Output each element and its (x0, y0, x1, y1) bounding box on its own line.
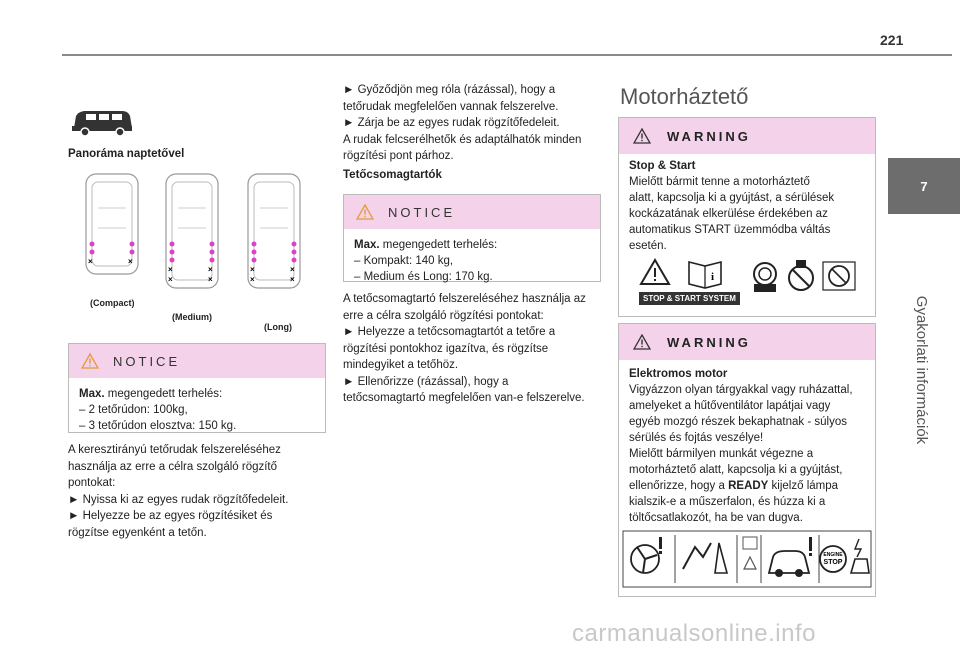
engine-stop-top: ENGINE (823, 552, 843, 558)
text-line: ► Helyezze a tetőcsomagtartót a tetőre a (343, 326, 556, 338)
svg-text:×: × (168, 275, 173, 284)
svg-text:×: × (88, 257, 93, 266)
text-line: A keresztirányú tetőrudak felszereléséhez (68, 444, 281, 456)
roof-diagram-medium (166, 174, 218, 288)
notice-header (344, 195, 600, 229)
text-line: A rudak felcserélhetők és adaptálhatók minden (343, 133, 582, 146)
electric-motor-pictograms (619, 529, 875, 589)
text-line: automatikus START üzemmódba váltás (629, 224, 831, 236)
text-line: ► Helyezze be az egyes rögzítésiket és (68, 510, 273, 522)
no-hands-icon (789, 260, 813, 290)
notice-line: megengedett terhelés: (104, 388, 223, 400)
text-fragment: ellenőrizze, hogy a (629, 480, 729, 492)
text-line (629, 478, 865, 494)
notice-line: – 3 tetőrúdon elosztva: 150 kg. (79, 420, 237, 432)
notice-title: NOTICE (388, 204, 456, 220)
panorama-label: Panoráma naptetővel (68, 148, 185, 160)
watermark: carmanualsonline.info (572, 620, 816, 647)
text-line: ► Ellenőrizze (rázással), hogy a (343, 375, 509, 388)
text-line: motorháztető alatt, kapcsolja ki a gyújtást, (629, 464, 843, 476)
notice-header (69, 344, 325, 378)
warning-box-1 (618, 117, 876, 317)
chapter-title: Gyakorlati információk (913, 295, 930, 445)
text-line: tetőrudak megfelelően vannak felszerelve. (343, 100, 559, 113)
text-line: erre a célra szolgáló rögzítési pontokat: (343, 309, 544, 322)
notice-body (69, 378, 325, 442)
text-line: A tetőcsomagtartó felszereléséhez használja az (343, 293, 586, 305)
warning-title: WARNING (667, 334, 751, 350)
warning-triangle-icon (81, 353, 99, 369)
text-line: tetőcsomagtartó megfelelően van-e felszerelve. (343, 392, 585, 404)
belt-pulley-icon (754, 263, 776, 292)
warning-triangle-icon (633, 128, 651, 144)
notice-line: megengedett terhelés: (379, 239, 498, 251)
text-line: rögzítse egyenként a tetőn. (68, 526, 207, 539)
roof-diagram-compact (86, 174, 138, 274)
warning-body (619, 360, 875, 534)
notice-line: – Medium és Long: 170 kg. (354, 271, 493, 283)
notice-body (344, 229, 600, 293)
text-fragment: kijelző lámpa (768, 480, 839, 492)
roof-rack-heading: Tetőcsomagtartók (343, 169, 442, 181)
text-line: ► Zárja be az egyes rudak rögzítőfedeleit. (343, 117, 560, 129)
svg-text:×: × (208, 265, 213, 274)
text-line: kialszik-e a műszerfalon, és húzza ki a (629, 496, 826, 508)
warning-triangle-icon (356, 204, 374, 220)
text-line: esetén. (629, 240, 667, 252)
text-line: pontokat: (68, 477, 116, 489)
warning-subject: Stop & Start (629, 160, 696, 172)
chapter-number: 7 (920, 178, 928, 194)
text-line: Vigyázzon olyan tárgyakkal vagy ruházattal, (629, 384, 853, 396)
page-number: 221 (880, 32, 904, 48)
roof-label-medium: (Medium) (172, 312, 212, 322)
text-line: használja az erre a célra szolgáló rögzítő (68, 460, 278, 473)
roof-diagram-long (248, 174, 300, 288)
svg-text:×: × (290, 265, 295, 274)
notice-title: NOTICE (113, 353, 181, 369)
text-line: alatt, kapcsolja ki a gyújtást, a sérülések (629, 192, 835, 204)
svg-text:×: × (290, 275, 295, 284)
chapter-tab (888, 158, 960, 214)
roof-label-compact: (Compact) (90, 298, 135, 308)
stop-start-banner: STOP & START SYSTEM (639, 292, 740, 305)
text-line: töltőcsatlakozót, ha be van dugva. (629, 512, 803, 524)
van-icon (70, 106, 134, 138)
roof-label-long: (Long) (264, 322, 292, 332)
text-line: mindegyiket a tetőhöz. (343, 359, 459, 371)
svg-text:×: × (128, 257, 133, 266)
col2-paragraph (343, 291, 601, 407)
svg-text:i: i (711, 271, 715, 283)
warning-triangle-icon (633, 334, 651, 350)
text-line: rögzítési pont párhoz. (343, 150, 454, 162)
warning-header (619, 324, 875, 360)
svg-text:×: × (250, 275, 255, 284)
section-title: Motorháztető (620, 84, 749, 109)
max-label: Max. (79, 388, 105, 400)
svg-text:×: × (250, 265, 255, 274)
notice-line: – Kompakt: 140 kg, (354, 255, 454, 267)
max-label: Max. (354, 239, 380, 251)
text-line: Mielőtt bármit tenne a motorháztető (629, 176, 810, 188)
manual-book-icon (689, 262, 721, 288)
text-line: sérülés és fojtás veszélye! (629, 432, 764, 444)
notice-box-1 (68, 343, 326, 433)
text-line: kockázatának elkerülése érdekében az (629, 208, 828, 220)
col1-paragraph (68, 442, 330, 541)
warning-triangle-icon (641, 260, 669, 284)
hot-fan-icon (823, 262, 855, 290)
text-line: amelyeket a hűtőventilátor lapátjai vagy (629, 400, 831, 412)
engine-stop-bottom: STOP (823, 559, 843, 566)
warning-title: WARNING (667, 128, 751, 144)
ready-indicator-label: READY (728, 480, 769, 492)
text-line: ► Nyissa ki az egyes rudak rögzítőfedeleit. (68, 493, 289, 506)
text-line: Mielőtt bármilyen munkát végezne a (629, 448, 814, 460)
text-line: egyéb mozgó részek bekaphatnak - súlyos (629, 416, 847, 428)
engine-stop-button-icon (820, 546, 846, 572)
notice-box-2 (343, 194, 601, 282)
top-rule (62, 54, 952, 56)
warning-box-2 (618, 323, 876, 597)
warning-body (619, 154, 875, 262)
svg-text:×: × (168, 265, 173, 274)
col2-intro (343, 82, 601, 165)
warning-header (619, 118, 875, 154)
text-line: rögzítési pontokhoz igazítva, és rögzítse (343, 342, 549, 355)
warning-subject: Elektromos motor (629, 368, 728, 380)
notice-line: – 2 tetőrúdon: 100kg, (79, 404, 188, 416)
text-line: ► Győződjön meg róla (rázással), hogy a (343, 84, 556, 96)
svg-text:×: × (208, 275, 213, 284)
